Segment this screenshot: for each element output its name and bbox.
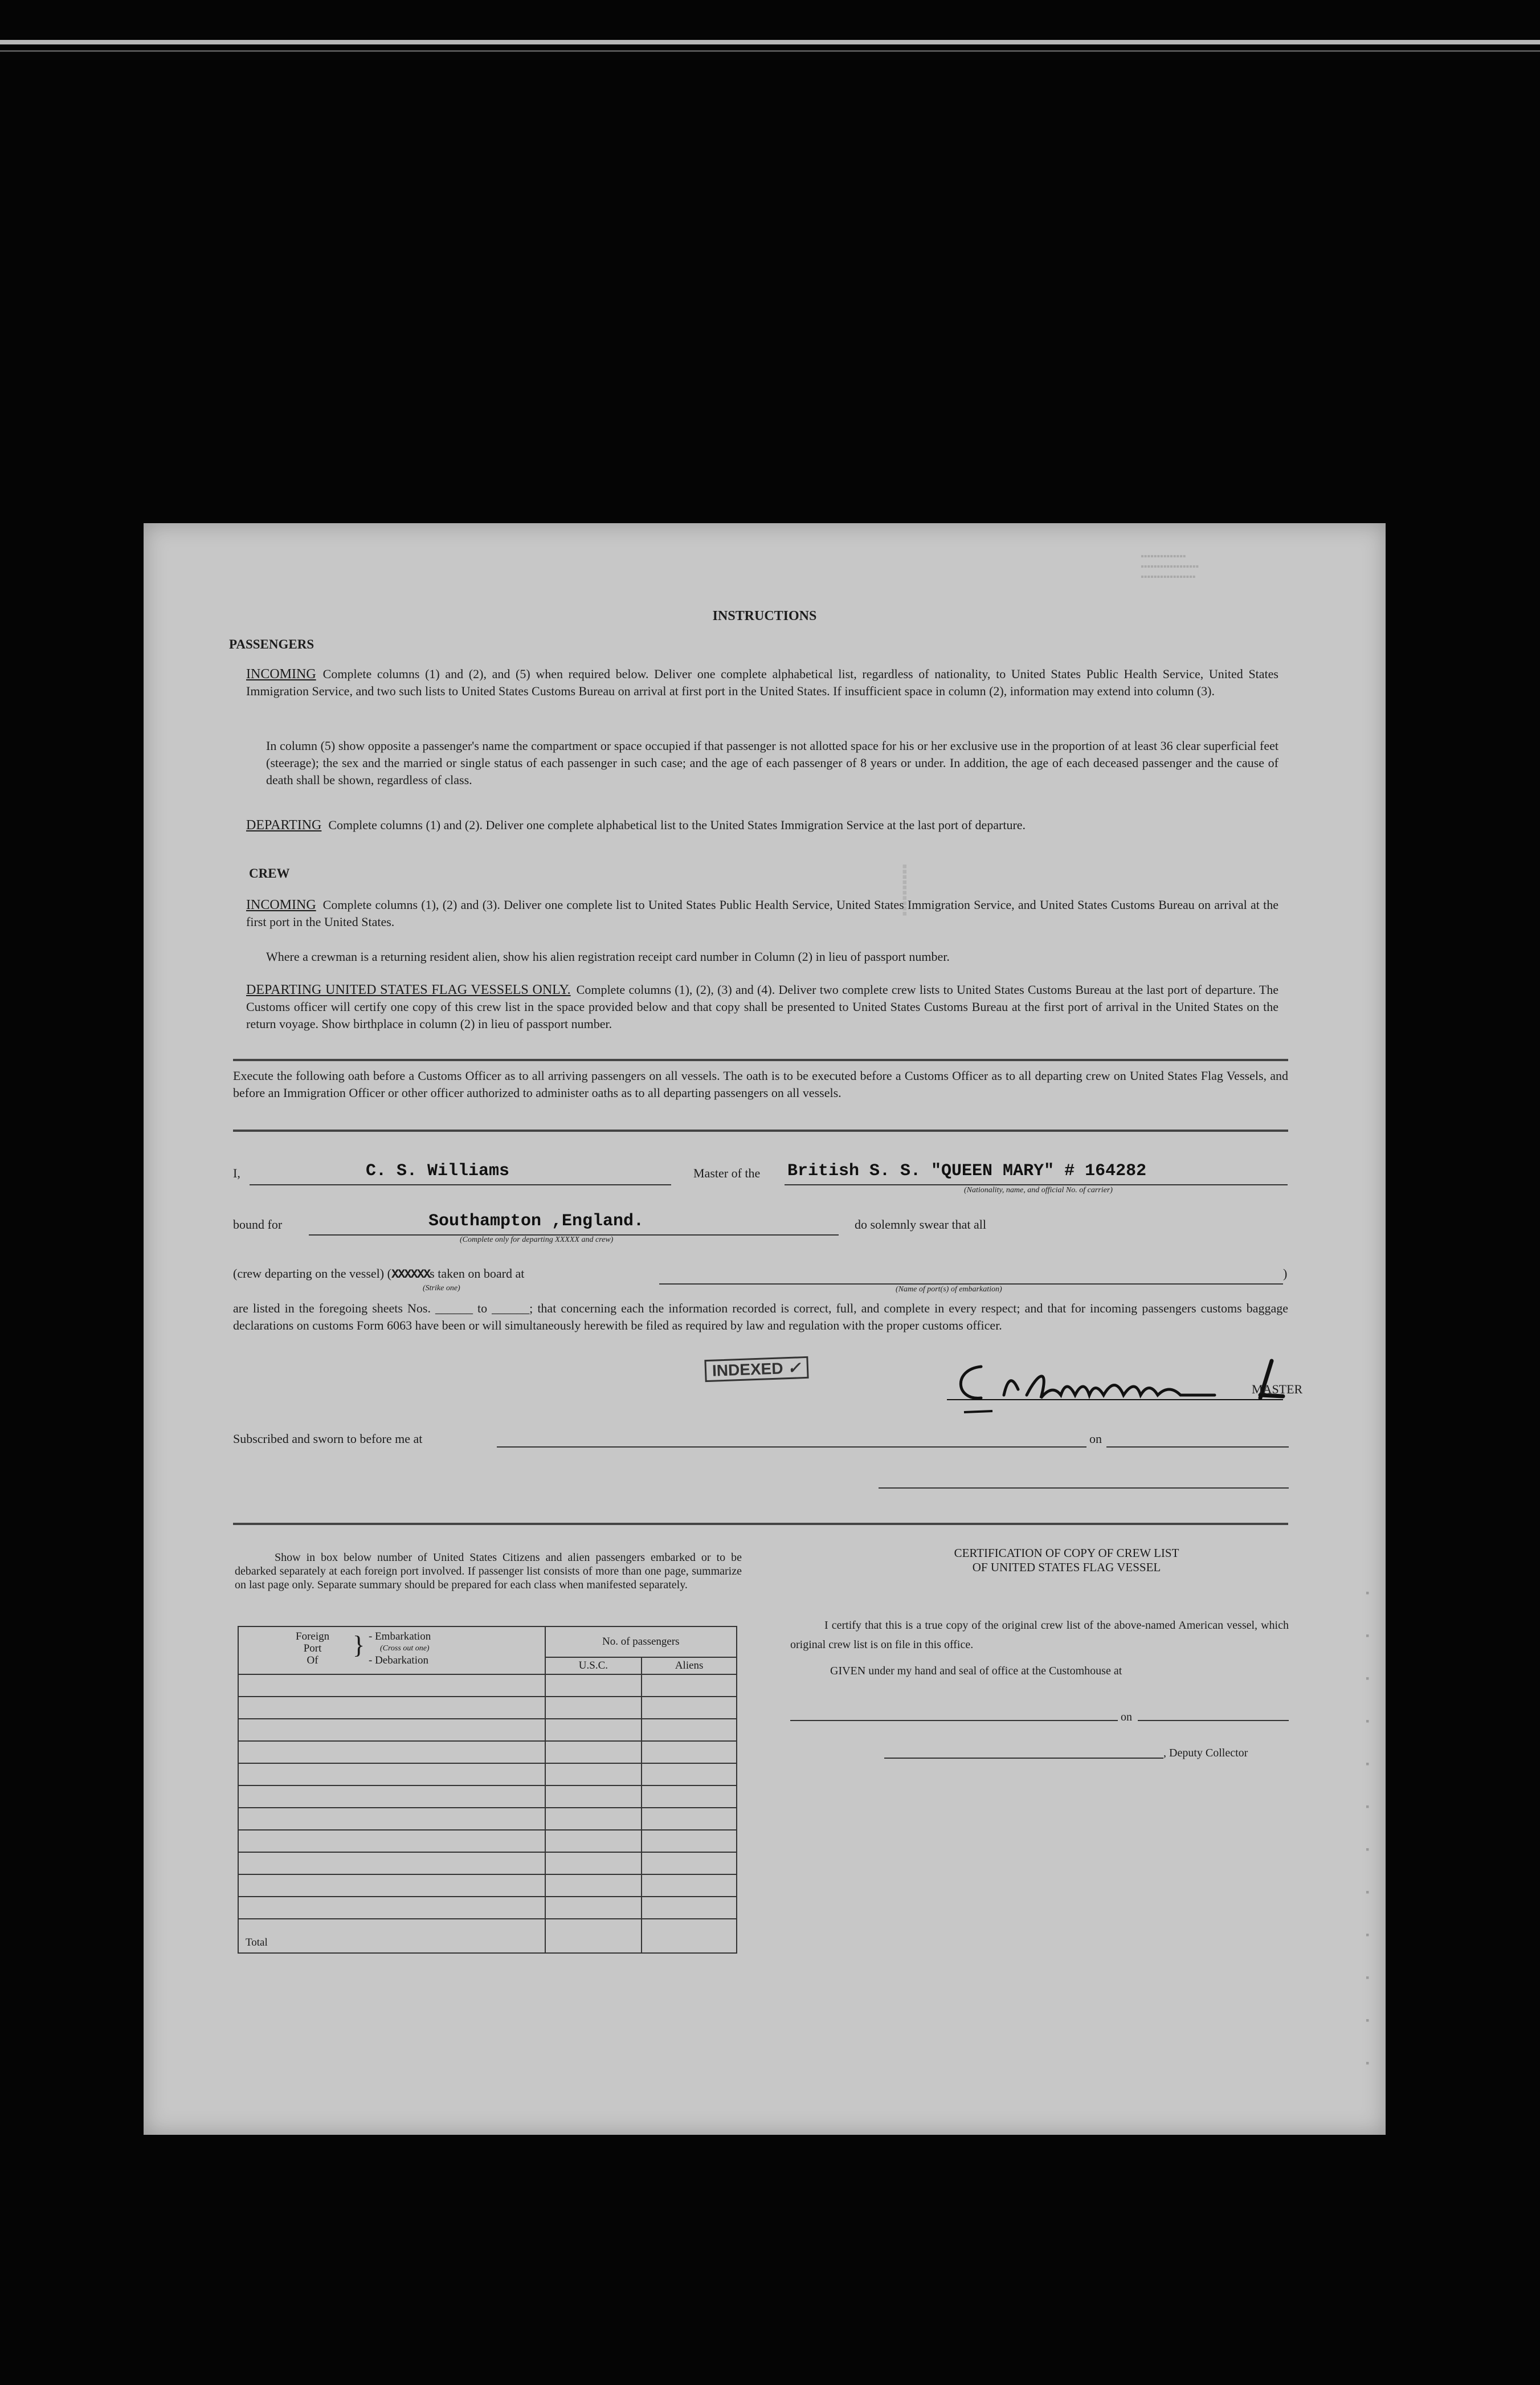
table-row — [238, 1741, 737, 1763]
section-divider — [233, 1130, 1288, 1132]
port-caption: (Name of port(s) of embarkation) — [896, 1285, 1002, 1294]
port-cell[interactable] — [238, 1785, 545, 1808]
incoming-text: Complete columns (1) and (2), and (5) when required below. Deliver one complete alphabetical list, regardless of nationality, to United States Public Health Service, United States Immigration Service, and two such lists to United States Customs Bureau on arrival at first port in the United States. If insufficient space in column (2), information may extend into column (3). — [246, 667, 1278, 698]
vessel-value: British S. S. "QUEEN MARY" # 164282 — [787, 1161, 1147, 1181]
master-label: MASTER — [1252, 1382, 1303, 1396]
aliens-cell[interactable] — [642, 1897, 737, 1919]
bound-for-label: bound for — [233, 1217, 283, 1232]
master-of-label: Master of the — [693, 1166, 761, 1180]
port-cell[interactable] — [238, 1741, 545, 1763]
aliens-cell[interactable] — [642, 1763, 737, 1785]
flag-vessels-paragraph — [246, 981, 1278, 1033]
paren-close: ) — [1283, 1266, 1288, 1281]
section-divider — [233, 1059, 1288, 1061]
passengers-heading: PASSENGERS — [229, 637, 314, 651]
certification-title: CERTIFICATION OF COPY OF CREW LIST OF UNITED STATES FLAG VESSEL — [954, 1546, 1179, 1574]
strike-one-caption: (Strike one) — [423, 1284, 460, 1293]
aliens-cell[interactable] — [642, 1719, 737, 1741]
flag-vessels-label: DEPARTING UNITED STATES FLAG VESSELS ONLY. — [246, 982, 571, 997]
port-cell[interactable] — [238, 1697, 545, 1719]
usc-cell[interactable] — [545, 1808, 642, 1830]
crew-list-form-sheet — [144, 523, 1386, 2135]
foreign-port-of: Foreign Port Of — [296, 1630, 330, 1666]
summary-instructions: Show in box below number of United States Citizens and alien passengers embarked or to be debarked separately at each foreign port involved. If passenger list consists of more than one page, summarize on last page only. Separate summary should be prepared for each class when manifested separately. — [235, 1551, 742, 1591]
crew-departing-label: (crew departing on the vessel) ( — [233, 1266, 391, 1281]
flag-vessels-text: Complete columns (1), (2), (3) and (4). Deliver two complete crew lists to United States Customs Bureau at the last port of departure. The Customs officer will certify one copy of this crew list in the space provided below and that copy shall be presented to United States Customs Bureau at the first port of arrival in the United States on the return voyage. Show birthplace in column (2) in lieu of passport number. — [246, 982, 1278, 1031]
master-name-value: C. S. Williams — [366, 1161, 510, 1181]
usc-cell[interactable] — [545, 1852, 642, 1874]
vessel-caption: (Nationality, name, and official No. of carrier) — [964, 1186, 1113, 1194]
master-name-line — [250, 1184, 671, 1185]
aliens-cell[interactable] — [642, 1674, 737, 1697]
bleed-through-text: ▪▪▪▪▪▪▪▪▪▪ — [896, 863, 913, 916]
aliens-cell[interactable] — [642, 1808, 737, 1830]
port-cell[interactable] — [238, 1852, 545, 1874]
aliens-cell[interactable] — [642, 1830, 737, 1852]
usc-cell[interactable] — [545, 1897, 642, 1919]
listed-paragraph: are listed in the foregoing sheets Nos. ______ to ______; that concerning each the information recorded is correct, full, and complete in every respect; and that for incoming passengers customs baggage declarations on customs Form 6063 have been or will simultaneously herewith be filed as required by law and regulation with the proper customs officer. — [233, 1301, 1288, 1332]
table-row — [238, 1719, 737, 1741]
destination-value: Southampton ,England. — [428, 1212, 644, 1231]
section-divider — [233, 1523, 1288, 1525]
total-usc-cell[interactable] — [545, 1919, 642, 1953]
table-total-row — [238, 1919, 737, 1953]
subscribed-label: Subscribed and sworn to before me at — [233, 1432, 423, 1446]
indexed-stamp: INDEXED ✓ — [704, 1356, 808, 1382]
aliens-cell[interactable] — [642, 1741, 737, 1763]
table-row — [238, 1897, 737, 1919]
table-row — [238, 1874, 737, 1897]
certification-date-line — [1138, 1720, 1289, 1721]
incoming-label: INCOMING — [246, 667, 316, 682]
usc-cell[interactable] — [545, 1830, 642, 1852]
crew-departing-line — [233, 1265, 524, 1283]
usc-cell[interactable] — [545, 1674, 642, 1697]
usc-cell[interactable] — [545, 1697, 642, 1719]
total-aliens-cell[interactable] — [642, 1919, 737, 1953]
crew-incoming-label: INCOMING — [246, 898, 316, 912]
struck-word: XXXXXX — [391, 1267, 430, 1282]
departing-text: Complete columns (1) and (2). Deliver one complete alphabetical list to the United States Immigration Service at the last port of departure. — [328, 818, 1026, 832]
foreign-port-header — [238, 1626, 545, 1674]
brace: } — [353, 1631, 365, 1659]
passengers-departing-paragraph — [246, 817, 1278, 834]
embark-debark-options: - Embarkation (Cross out one) - Debarkation — [369, 1630, 431, 1666]
swear-text: do solemnly swear that all — [855, 1217, 986, 1232]
subscribed-place-line — [497, 1446, 1086, 1448]
page-title: INSTRUCTIONS — [712, 609, 817, 623]
aliens-cell[interactable] — [642, 1785, 737, 1808]
given-text: GIVEN under my hand and seal of office at the Customhouse at — [830, 1665, 1122, 1677]
no-passengers-header: No. of passengers — [545, 1626, 737, 1657]
table-row — [238, 1830, 737, 1852]
bleed-through-stamp: ▪▪▪▪▪▪▪▪▪▪▪▪▪▪ ▪▪▪▪▪▪▪▪▪▪▪▪▪▪▪▪▪▪ ▪▪▪▪▪▪▪▪▪▪▪▪▪▪▪▪▪ — [1141, 552, 1199, 582]
port-cell[interactable] — [238, 1763, 545, 1785]
oath-instructions: Execute the following oath before a Customs Officer as to all arriving passengers on all vessels. The oath is to be executed before a Customs Officer as to all departing crew on United States Flag Vessels, and before an Immigration Officer or other officer authorized to administer oaths as to all departing passengers on all vessels. — [233, 1069, 1288, 1100]
oath-i-label: I, — [233, 1166, 240, 1180]
table-row — [238, 1785, 737, 1808]
bleed-through-row-numbers: ▪ ▪ ▪ ▪ ▪ ▪ ▪ ▪ ▪ ▪ ▪ ▪ — [1366, 1587, 1370, 2069]
officer-signature-line — [879, 1487, 1289, 1489]
vessel-line — [785, 1184, 1288, 1185]
subscribed-date-line — [1106, 1446, 1289, 1448]
table-row — [238, 1763, 737, 1785]
film-edge-rule-thin — [0, 50, 1540, 52]
certify-text: I certify that this is a true copy of the original crew list of the above-named American vessel, which original crew list is on file in this office. — [790, 1619, 1289, 1651]
embarkation-port-line — [659, 1283, 1283, 1285]
usc-cell[interactable] — [545, 1874, 642, 1897]
subscribed-on-label: on — [1089, 1432, 1102, 1446]
port-cell[interactable] — [238, 1719, 545, 1741]
usc-header: U.S.C. — [545, 1657, 642, 1674]
port-cell[interactable] — [238, 1808, 545, 1830]
destination-caption: (Complete only for departing XXXXX and crew) — [460, 1236, 614, 1244]
usc-cell[interactable] — [545, 1741, 642, 1763]
crew-incoming-paragraph — [246, 896, 1278, 931]
usc-cell[interactable] — [545, 1763, 642, 1785]
passengers-incoming-paragraph — [246, 666, 1278, 700]
port-cell[interactable] — [238, 1874, 545, 1897]
crew-heading: CREW — [249, 866, 290, 880]
deputy-collector-label: , Deputy Collector — [1163, 1747, 1248, 1759]
deputy-signature-line — [884, 1758, 1163, 1759]
usc-cell[interactable] — [545, 1719, 642, 1741]
aliens-cell[interactable] — [642, 1874, 737, 1897]
certification-on-label: on — [1121, 1711, 1132, 1723]
table-row — [238, 1674, 737, 1697]
departing-label: DEPARTING — [246, 818, 322, 833]
customhouse-line — [790, 1720, 1118, 1721]
aliens-header: Aliens — [642, 1657, 737, 1674]
table-row — [238, 1852, 737, 1874]
table-row — [238, 1808, 737, 1830]
crewman-paragraph: Where a crewman is a returning resident alien, show his alien registration receipt card number in Column (2) in lieu of passport number. — [266, 949, 950, 964]
port-cell[interactable] — [238, 1897, 545, 1919]
total-label: Total — [238, 1919, 545, 1953]
aliens-cell[interactable] — [642, 1852, 737, 1874]
port-cell[interactable] — [238, 1830, 545, 1852]
column-5-paragraph: In column (5) show opposite a passenger's name the compartment or space occupied if that passenger is not allotted space for his or her exclusive use in the proportion of at least 36 clear superficial feet (steerage); the sex and the married or single status of each passenger in such case; and the age of each passenger of 8 years or under. In addition, the age of each deceased passenger and the cause of death shall be shown, regardless of class. — [266, 739, 1278, 787]
aliens-cell[interactable] — [642, 1697, 737, 1719]
table-row — [238, 1697, 737, 1719]
taken-on-board-text: s taken on board at — [430, 1266, 525, 1281]
film-edge-rule — [0, 40, 1540, 44]
usc-cell[interactable] — [545, 1785, 642, 1808]
passenger-summary-table — [238, 1626, 737, 1954]
port-cell[interactable] — [238, 1674, 545, 1697]
crew-incoming-text: Complete columns (1), (2) and (3). Deliver one complete list to United States Public Health Service, United States Immigration Service, and United States Customs Bureau on arrival at the first port in the United States. — [246, 898, 1278, 929]
